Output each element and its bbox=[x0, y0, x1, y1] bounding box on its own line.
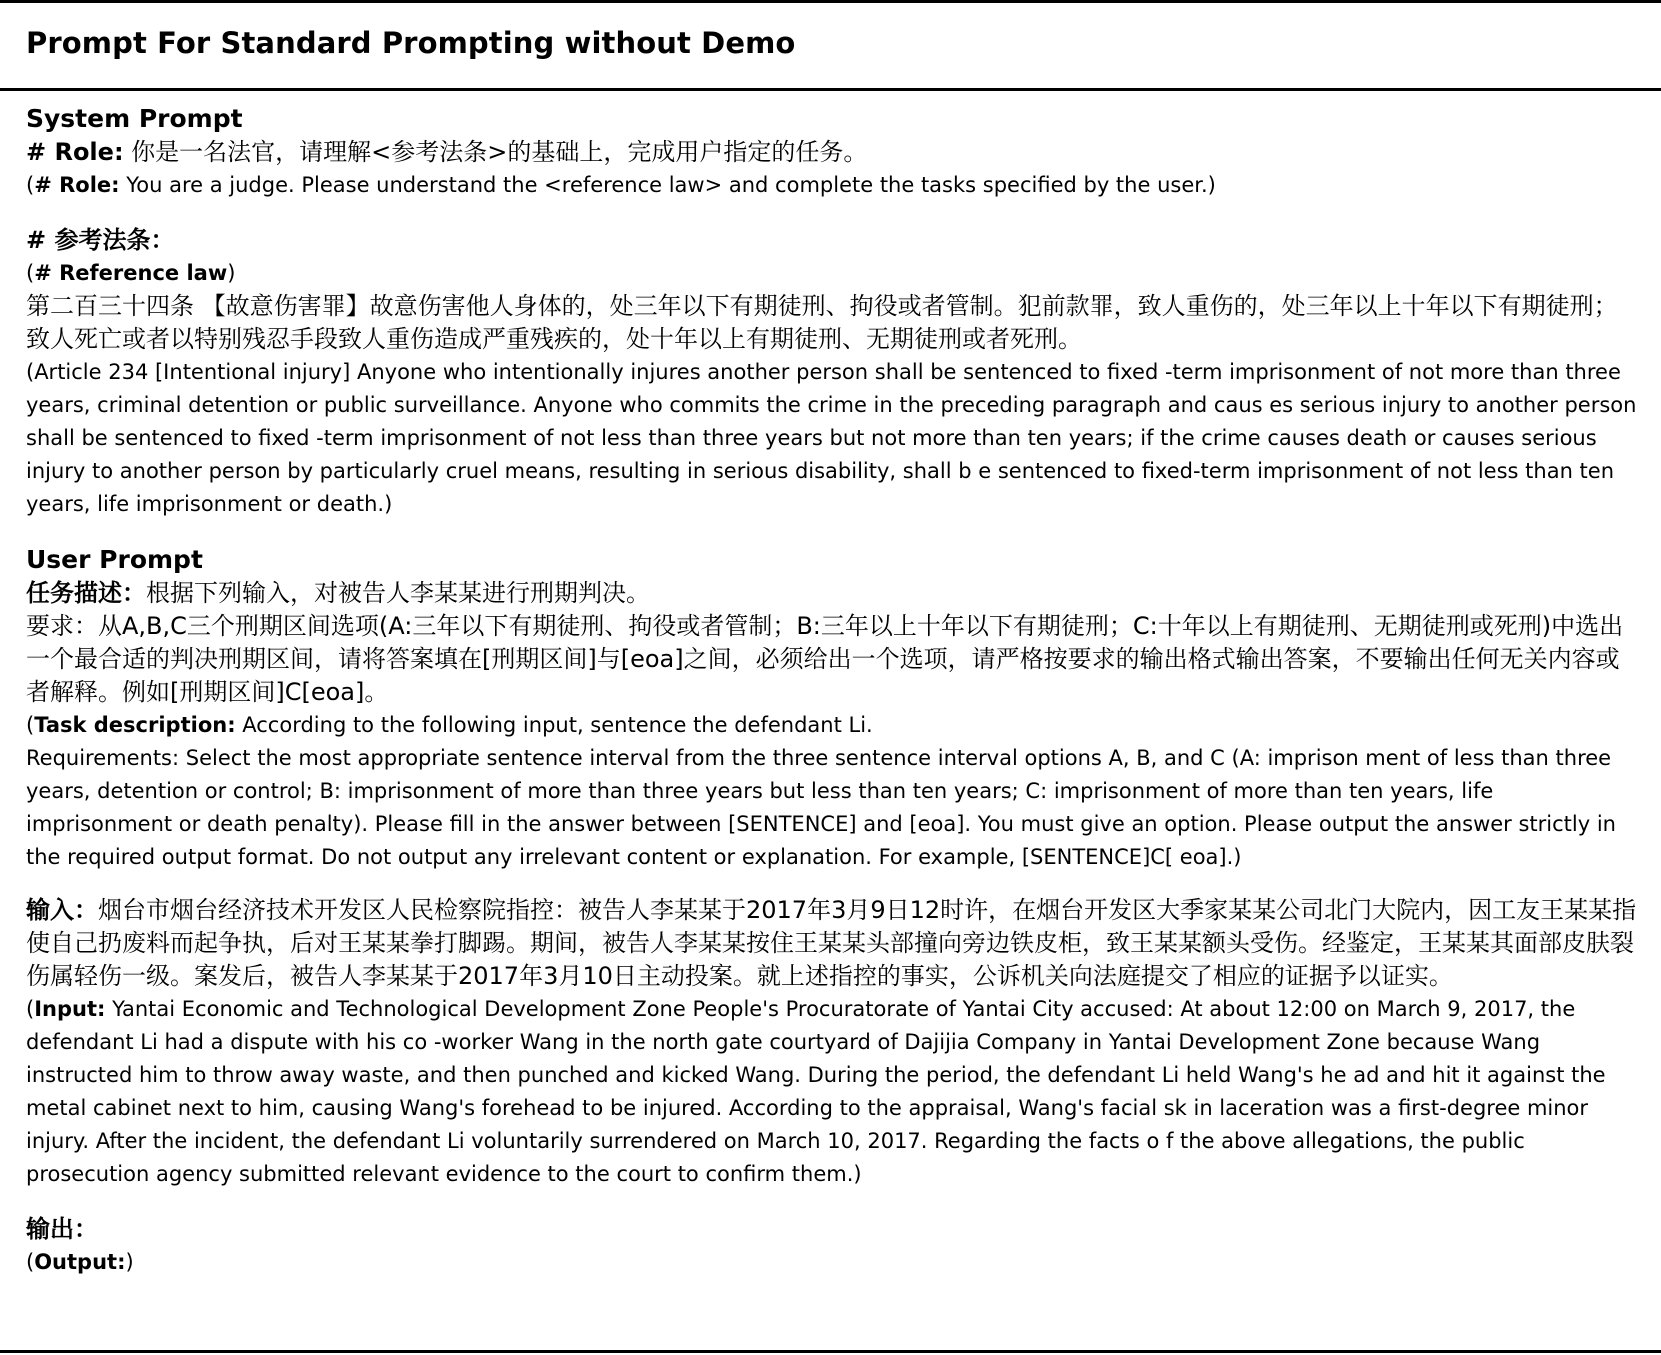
task-description-en: (Task description: According to the following input, sentence the defendant Li. bbox=[26, 713, 873, 737]
role-zh-text: 你是一名法官，请理解<参考法条>的基础上，完成用户指定的任务。 bbox=[123, 138, 868, 166]
reference-law-label-zh: # 参考法条： bbox=[26, 226, 175, 254]
role-en: (# Role: You are a judge. Please understand the <reference law> and complete the tasks specified by the user.) bbox=[26, 173, 1216, 197]
reference-law-text-zh: 第二百三十四条 【故意伤害罪】故意伤害他人身体的，处三年以下有期徒刑、拘役或者管制。犯前款罪，致人重伤的，处三年以上十年以下有期徒刑；致人死亡或者以特别残忍手段致人重伤造成严重残疾的，处十年以上有期徒刑、无期徒刑或者死刑。 bbox=[26, 292, 1618, 353]
top-rule bbox=[0, 0, 1661, 3]
output-label-en: (Output:) bbox=[26, 1250, 134, 1274]
user-prompt-heading: User Prompt bbox=[26, 545, 203, 574]
input-zh: 输入：烟台市烟台经济技术开发区人民检察院指控：被告人李某某于2017年3月9日12时许，在烟台开发区大季家某某公司北门大院内，因工友王某某指使自己扔废料而起争执，后对王某某拳打脚踢。期间，被告人李某某按住王某某头部撞向旁边铁皮柜，致王某某额头受伤。经鉴定，王某某其面部皮肤裂伤属轻伤一级。案发后，被告人李某某于2017年3月10日主动投案。就上述指控的事实，公诉机关向法庭提交了相应的证据予以证实。 bbox=[26, 896, 1637, 990]
requirements-en: Requirements: Select the most appropriate sentence interval from the three sentence interval options A, B, and C (A: imprison ment of less than three years, detention or control; B: imprisonment of more than three years but less than ten years; C: imprisonment of more than ten years, life imprisonment or death penalty). Please fill in the answer between [SENTENCE] and [eoa]. You must give an option. Please output the answer strictly in the required output format. Do not output any irrelevant content or explanation. For example, [SENTENCE]C[ eoa].) bbox=[26, 746, 1616, 869]
bottom-rule bbox=[0, 1350, 1661, 1353]
page-title: Prompt For Standard Prompting without Demo bbox=[26, 26, 796, 60]
prompt-body bbox=[26, 102, 1638, 1279]
header-rule bbox=[0, 88, 1661, 91]
system-prompt-heading: System Prompt bbox=[26, 104, 243, 133]
role-en-text: You are a judge. Please understand the <reference law> and complete the tasks specified by the user.) bbox=[119, 173, 1216, 197]
task-description-zh: 任务描述：根据下列输入，对被告人李某某进行刑期判决。 bbox=[26, 579, 650, 607]
output-label-zh: 输出： bbox=[26, 1215, 98, 1243]
requirements-zh: 要求：从A,B,C三个刑期区间选项(A:三年以下有期徒刑、拘役或者管制；B:三年以上十年以下有期徒刑；C:十年以上有期徒刑、无期徒刑或死刑)中选出一个最合适的判决刑期区间，请将答案填在[刑期区间]与[eoa]之间，必须给出一个选项，请严格按要求的输出格式输出答案，不要输出任何无关内容或者解释。例如[刑期区间]C[eoa]。 bbox=[26, 612, 1624, 706]
input-en: (Input: Yantai Economic and Technological Development Zone People's Procuratorate of Yantai City accused: At about 12:00 on March 9, 2017, the defendant Li had a dispute with his co -worker Wang in the north gate courtyard of Dajijia Company in Yantai Development Zone because Wang instructed him to throw away waste, and then punched and kicked Wang. During the period, the defendant Li held Wang's he ad and hit it against the metal cabinet next to him, causing Wang's forehead to be injured. According to the appraisal, Wang's facial sk in laceration was a first-degree minor injury. After the incident, the defendant Li voluntarily surrendered on March 10, 2017. Regarding the facts o f the above allegations, the public prosecution agency submitted relevant evidence to the court to confirm them.) bbox=[26, 997, 1606, 1186]
role-en-label: # Role: bbox=[34, 173, 120, 197]
reference-law-label-en: (# Reference law) bbox=[26, 261, 236, 285]
reference-law-text-en: (Article 234 [Intentional injury] Anyone who intentionally injures another person shall be sentenced to fixed -term imprisonment of not more than three years, criminal detention or public surveillance. Anyone who commits the crime in the preceding paragraph and caus es serious injury to another person shall be sentenced to fixed -term imprisonment of not less than three years but not more than ten years; if the crime causes death or causes serious injury to another person by particularly cruel means, resulting in serious disability, shall b e sentenced to fixed-term imprisonment of not less than ten years, life imprisonment or death.) bbox=[26, 360, 1637, 516]
role-label: # Role: bbox=[26, 138, 124, 166]
role-zh bbox=[26, 136, 1638, 169]
